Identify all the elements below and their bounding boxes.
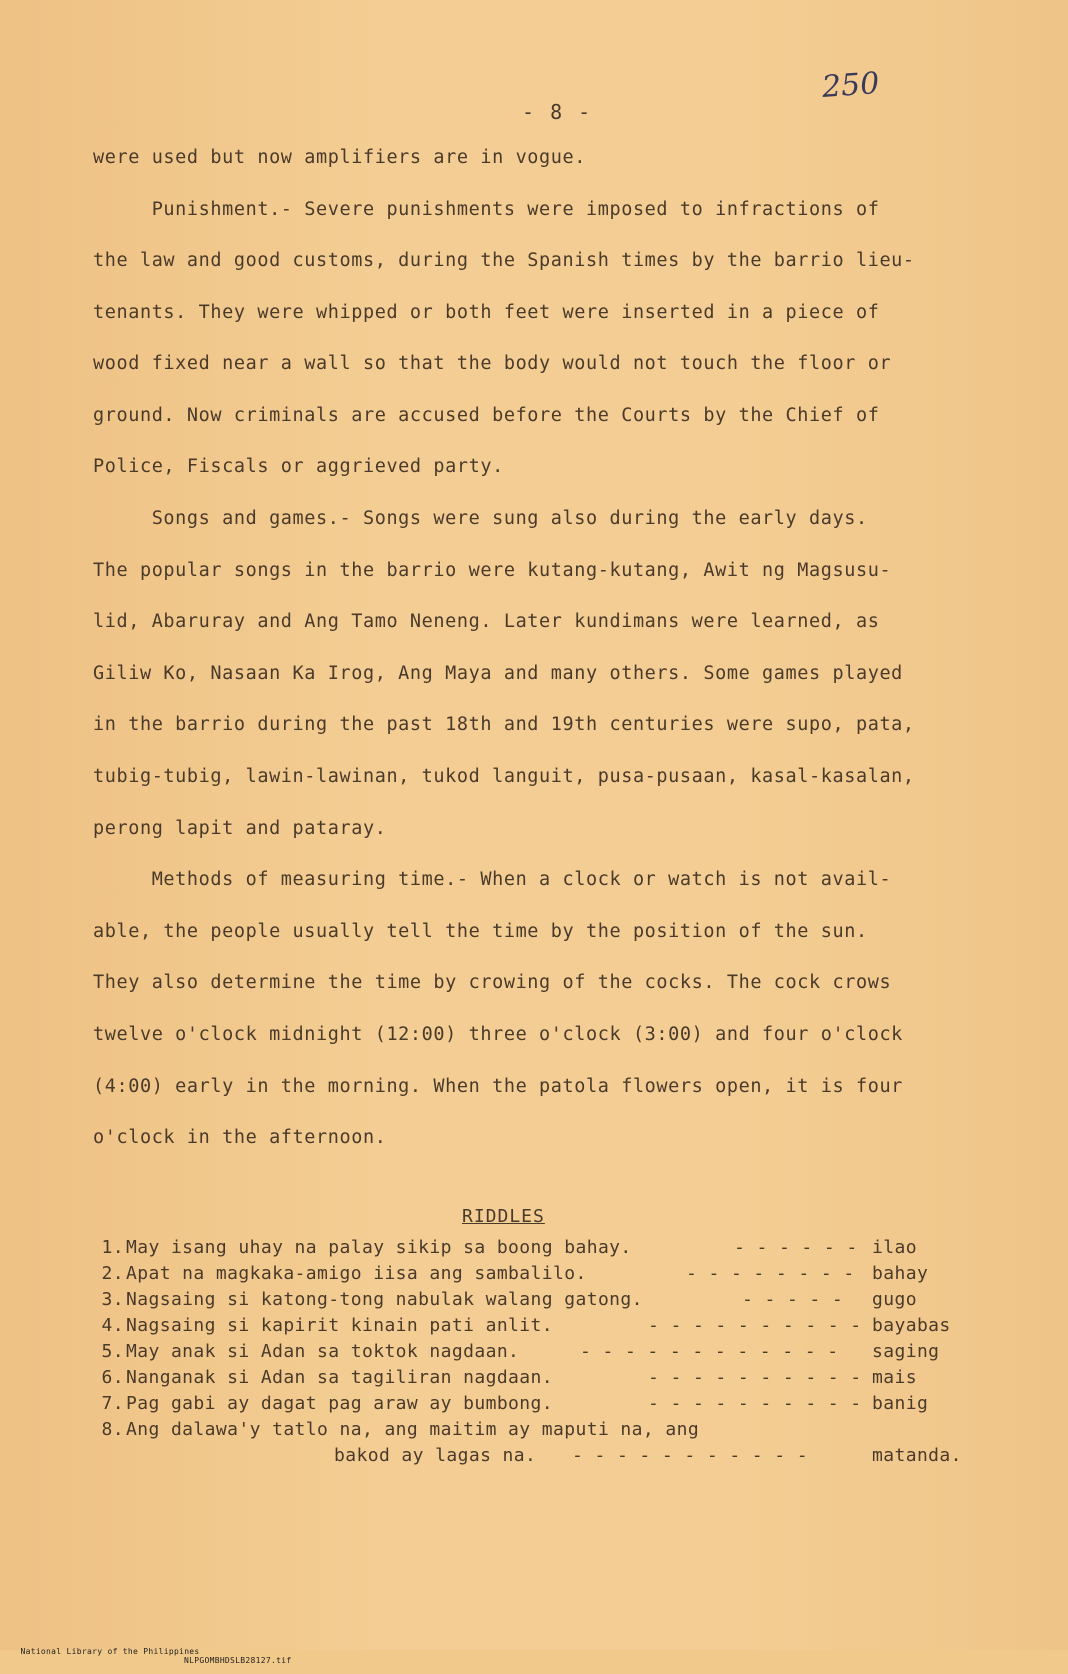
- scan-footer: [0, 1638, 292, 1674]
- riddle-leader: - - - - - - - - - -: [648, 1367, 862, 1388]
- text-line: (4:00) early in the morning. When the patola flowers open, it is four: [93, 1076, 903, 1097]
- riddle-number: 4.: [101, 1315, 124, 1336]
- riddle-leader: - - - - - - - - - - - -: [580, 1341, 839, 1362]
- riddle-leader: - - - - - - - - - -: [648, 1393, 862, 1414]
- text-line: The popular songs in the barrio were kutang-kutang, Awit ng Magsusu-: [93, 560, 892, 581]
- riddle-answer: banig: [872, 1393, 929, 1414]
- riddle-continuation-text: bakod ay lagas na.: [334, 1445, 537, 1466]
- riddle-answer: saging: [872, 1341, 940, 1362]
- riddle-number: 7.: [101, 1393, 124, 1414]
- text-line: perong lapit and pataray.: [93, 818, 387, 839]
- text-line: Punishment.- Severe punishments were imposed to infractions of: [93, 199, 880, 220]
- riddle-leader: - - - - - -: [734, 1237, 858, 1258]
- riddle-number: 3.: [101, 1289, 124, 1310]
- riddle-question: Ang dalawa'y tatlo na, ang maitim ay maputi na, ang: [126, 1419, 700, 1440]
- handwritten-page-number: 250: [820, 66, 881, 105]
- text-line: tenants. They were whipped or both feet were inserted in a piece of: [93, 302, 880, 323]
- text-line: tubig-tubig, lawin-lawinan, tukod languit, pusa-pusaan, kasal-kasalan,: [93, 766, 915, 787]
- riddle-item: [80, 1315, 980, 1341]
- riddle-answer: bayabas: [872, 1315, 951, 1336]
- text-line: able, the people usually tell the time by the position of the sun.: [93, 921, 868, 942]
- riddle-answer: ilao: [872, 1237, 917, 1258]
- riddle-question: Apat na magkaka-amigo iisa ang sambalilo.: [126, 1263, 587, 1284]
- footer-library: National Library of the Philippines: [20, 1647, 200, 1656]
- page-number: - 8 -: [522, 100, 593, 124]
- riddle-answer: bahay: [872, 1263, 929, 1284]
- riddle-item: [80, 1289, 980, 1315]
- riddle-item: [80, 1367, 980, 1393]
- riddle-question: May isang uhay na palay sikip sa boong bahay.: [126, 1237, 632, 1258]
- text-line: in the barrio during the past 18th and 19th centuries were supo, pata,: [93, 714, 915, 735]
- riddles-heading: RIDDLES: [462, 1206, 545, 1227]
- riddle-question: Nanganak si Adan sa tagiliran nagdaan.: [126, 1367, 554, 1388]
- riddle-continuation: [80, 1445, 980, 1471]
- riddle-item: [80, 1393, 980, 1419]
- text-line: twelve o'clock midnight (12:00) three o'clock (3:00) and four o'clock: [93, 1024, 903, 1045]
- riddle-number: 5.: [101, 1341, 124, 1362]
- riddle-answer: gugo: [872, 1289, 917, 1310]
- riddle-number: 1.: [101, 1237, 124, 1258]
- riddle-number: 6.: [101, 1367, 124, 1388]
- text-line: were used but now amplifiers are in vogue.: [93, 147, 586, 168]
- riddle-item: [80, 1341, 980, 1367]
- text-line: the law and good customs, during the Spanish times by the barrio lieu-: [93, 250, 915, 271]
- riddle-answer: mais: [872, 1367, 917, 1388]
- text-line: ground. Now criminals are accused before the Courts by the Chief of: [93, 405, 880, 426]
- footer-source: NLPGOMBHDSLB28127.tif: [184, 1656, 292, 1665]
- riddle-leader: - - - - - - - - - -: [648, 1315, 862, 1336]
- riddle-question: May anak si Adan sa toktok nagdaan.: [126, 1341, 520, 1362]
- text-line: lid, Abaruray and Ang Tamo Neneng. Later kundimans were learned, as: [93, 611, 880, 632]
- riddle-leader: - - - - - - - -: [686, 1263, 855, 1284]
- riddle-number: 8.: [101, 1419, 124, 1440]
- riddle-question: Nagsaing si kapirit kinain pati anlit.: [126, 1315, 554, 1336]
- riddle-number: 2.: [101, 1263, 124, 1284]
- text-line: o'clock in the afternoon.: [93, 1127, 387, 1148]
- riddle-answer: matanda.: [872, 1445, 962, 1466]
- riddle-item: [80, 1263, 980, 1289]
- riddle-question: Nagsaing si katong-tong nabulak walang gatong.: [126, 1289, 643, 1310]
- text-line: Giliw Ko, Nasaan Ka Irog, Ang Maya and many others. Some games played: [93, 663, 903, 684]
- riddle-question: Pag gabi ay dagat pag araw ay bumbong.: [126, 1393, 554, 1414]
- text-line: Police, Fiscals or aggrieved party.: [93, 456, 504, 477]
- riddle-leader: - - - - - - - - - - -: [572, 1445, 808, 1466]
- riddle-item: [80, 1419, 980, 1445]
- riddle-item: [80, 1237, 980, 1263]
- text-line: Methods of measuring time.- When a clock or watch is not avail-: [93, 869, 892, 890]
- text-line: Songs and games.- Songs were sung also during the early days.: [93, 508, 868, 529]
- riddle-leader: - - - - -: [742, 1289, 844, 1310]
- text-line: wood fixed near a wall so that the body would not touch the floor or: [93, 353, 892, 374]
- text-line: They also determine the time by crowing of the cocks. The cock crows: [93, 972, 892, 993]
